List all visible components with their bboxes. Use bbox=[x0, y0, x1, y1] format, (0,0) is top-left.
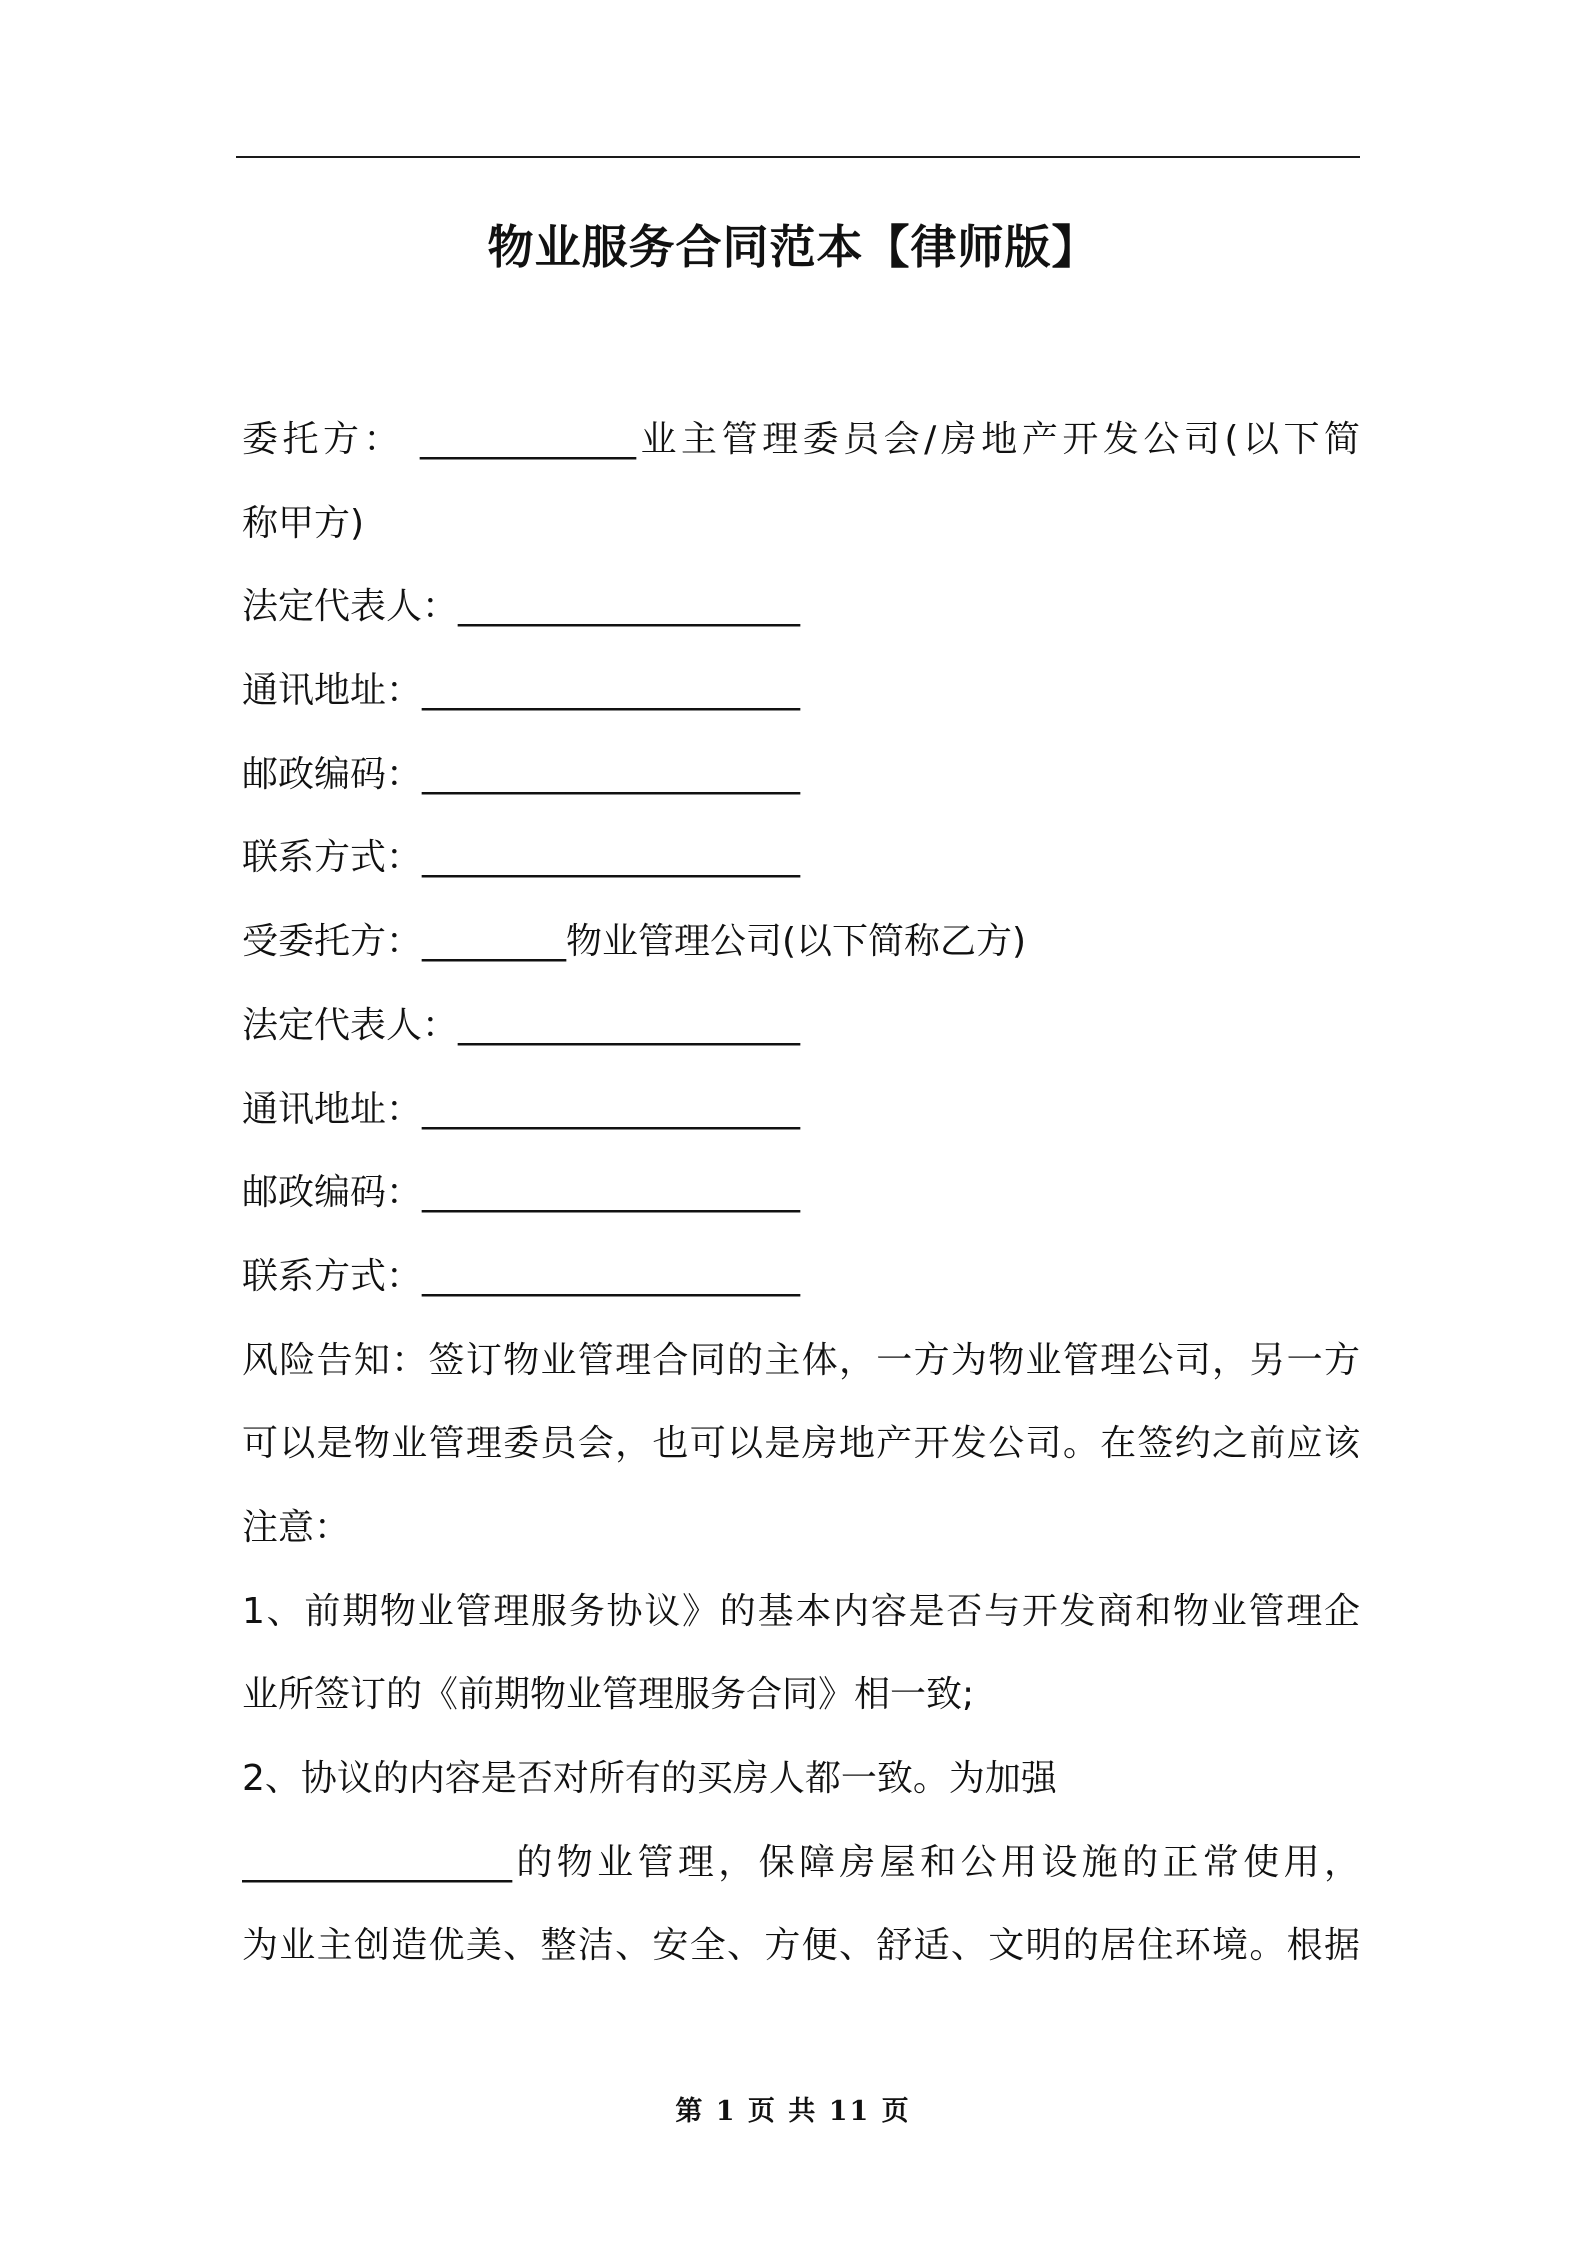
text-line: 委托方： ____________业主管理委员会/房地产开发公司(以下简 bbox=[242, 419, 1360, 460]
text-line: 为业主创造优美、整洁、安全、方便、舒适、文明的居住环境。根据 bbox=[242, 1925, 1360, 1967]
text-line: 可以是物业管理委员会，也可以是房地产开发公司。在签约之前应该 bbox=[242, 1423, 1360, 1465]
text-line: 1、前期物业管理服务协议》的基本内容是否与开发商和物业管理企 bbox=[242, 1590, 1360, 1632]
text-line: 注意： bbox=[242, 1506, 351, 1548]
text-line: 联系方式：_____________________ bbox=[242, 1255, 801, 1297]
text-line: 受委托方：________物业管理公司(以下简称乙方) bbox=[242, 921, 1027, 963]
text-line: 联系方式：_____________________ bbox=[242, 837, 801, 879]
text-line: 通讯地址：_____________________ bbox=[242, 1088, 801, 1130]
document-body bbox=[242, 398, 1360, 1988]
text-line: _______________的物业管理，保障房屋和公用设施的正常使用， bbox=[242, 1841, 1360, 1883]
text-line: 法定代表人：___________________ bbox=[242, 586, 801, 628]
header-rule bbox=[236, 156, 1360, 158]
text-line: 法定代表人：___________________ bbox=[242, 1004, 801, 1046]
text-line: 业所签订的《前期物业管理服务合同》相一致; bbox=[242, 1674, 975, 1716]
text-line: 2、协议的内容是否对所有的买房人都一致。为加强 bbox=[242, 1758, 1057, 1799]
document-title: 物业服务合同范本【律师版】 bbox=[487, 220, 1099, 274]
page-number: 第 1 页 共 11 页 bbox=[675, 2096, 911, 2127]
text-line: 风险告知：签订物业管理合同的主体，一方为物业管理公司，另一方 bbox=[242, 1339, 1360, 1381]
text-line: 通讯地址：_____________________ bbox=[242, 670, 801, 712]
text-line: 称甲方) bbox=[242, 502, 365, 544]
text-line: 邮政编码：_____________________ bbox=[242, 1172, 801, 1214]
text-line: 邮政编码：_____________________ bbox=[242, 753, 801, 795]
